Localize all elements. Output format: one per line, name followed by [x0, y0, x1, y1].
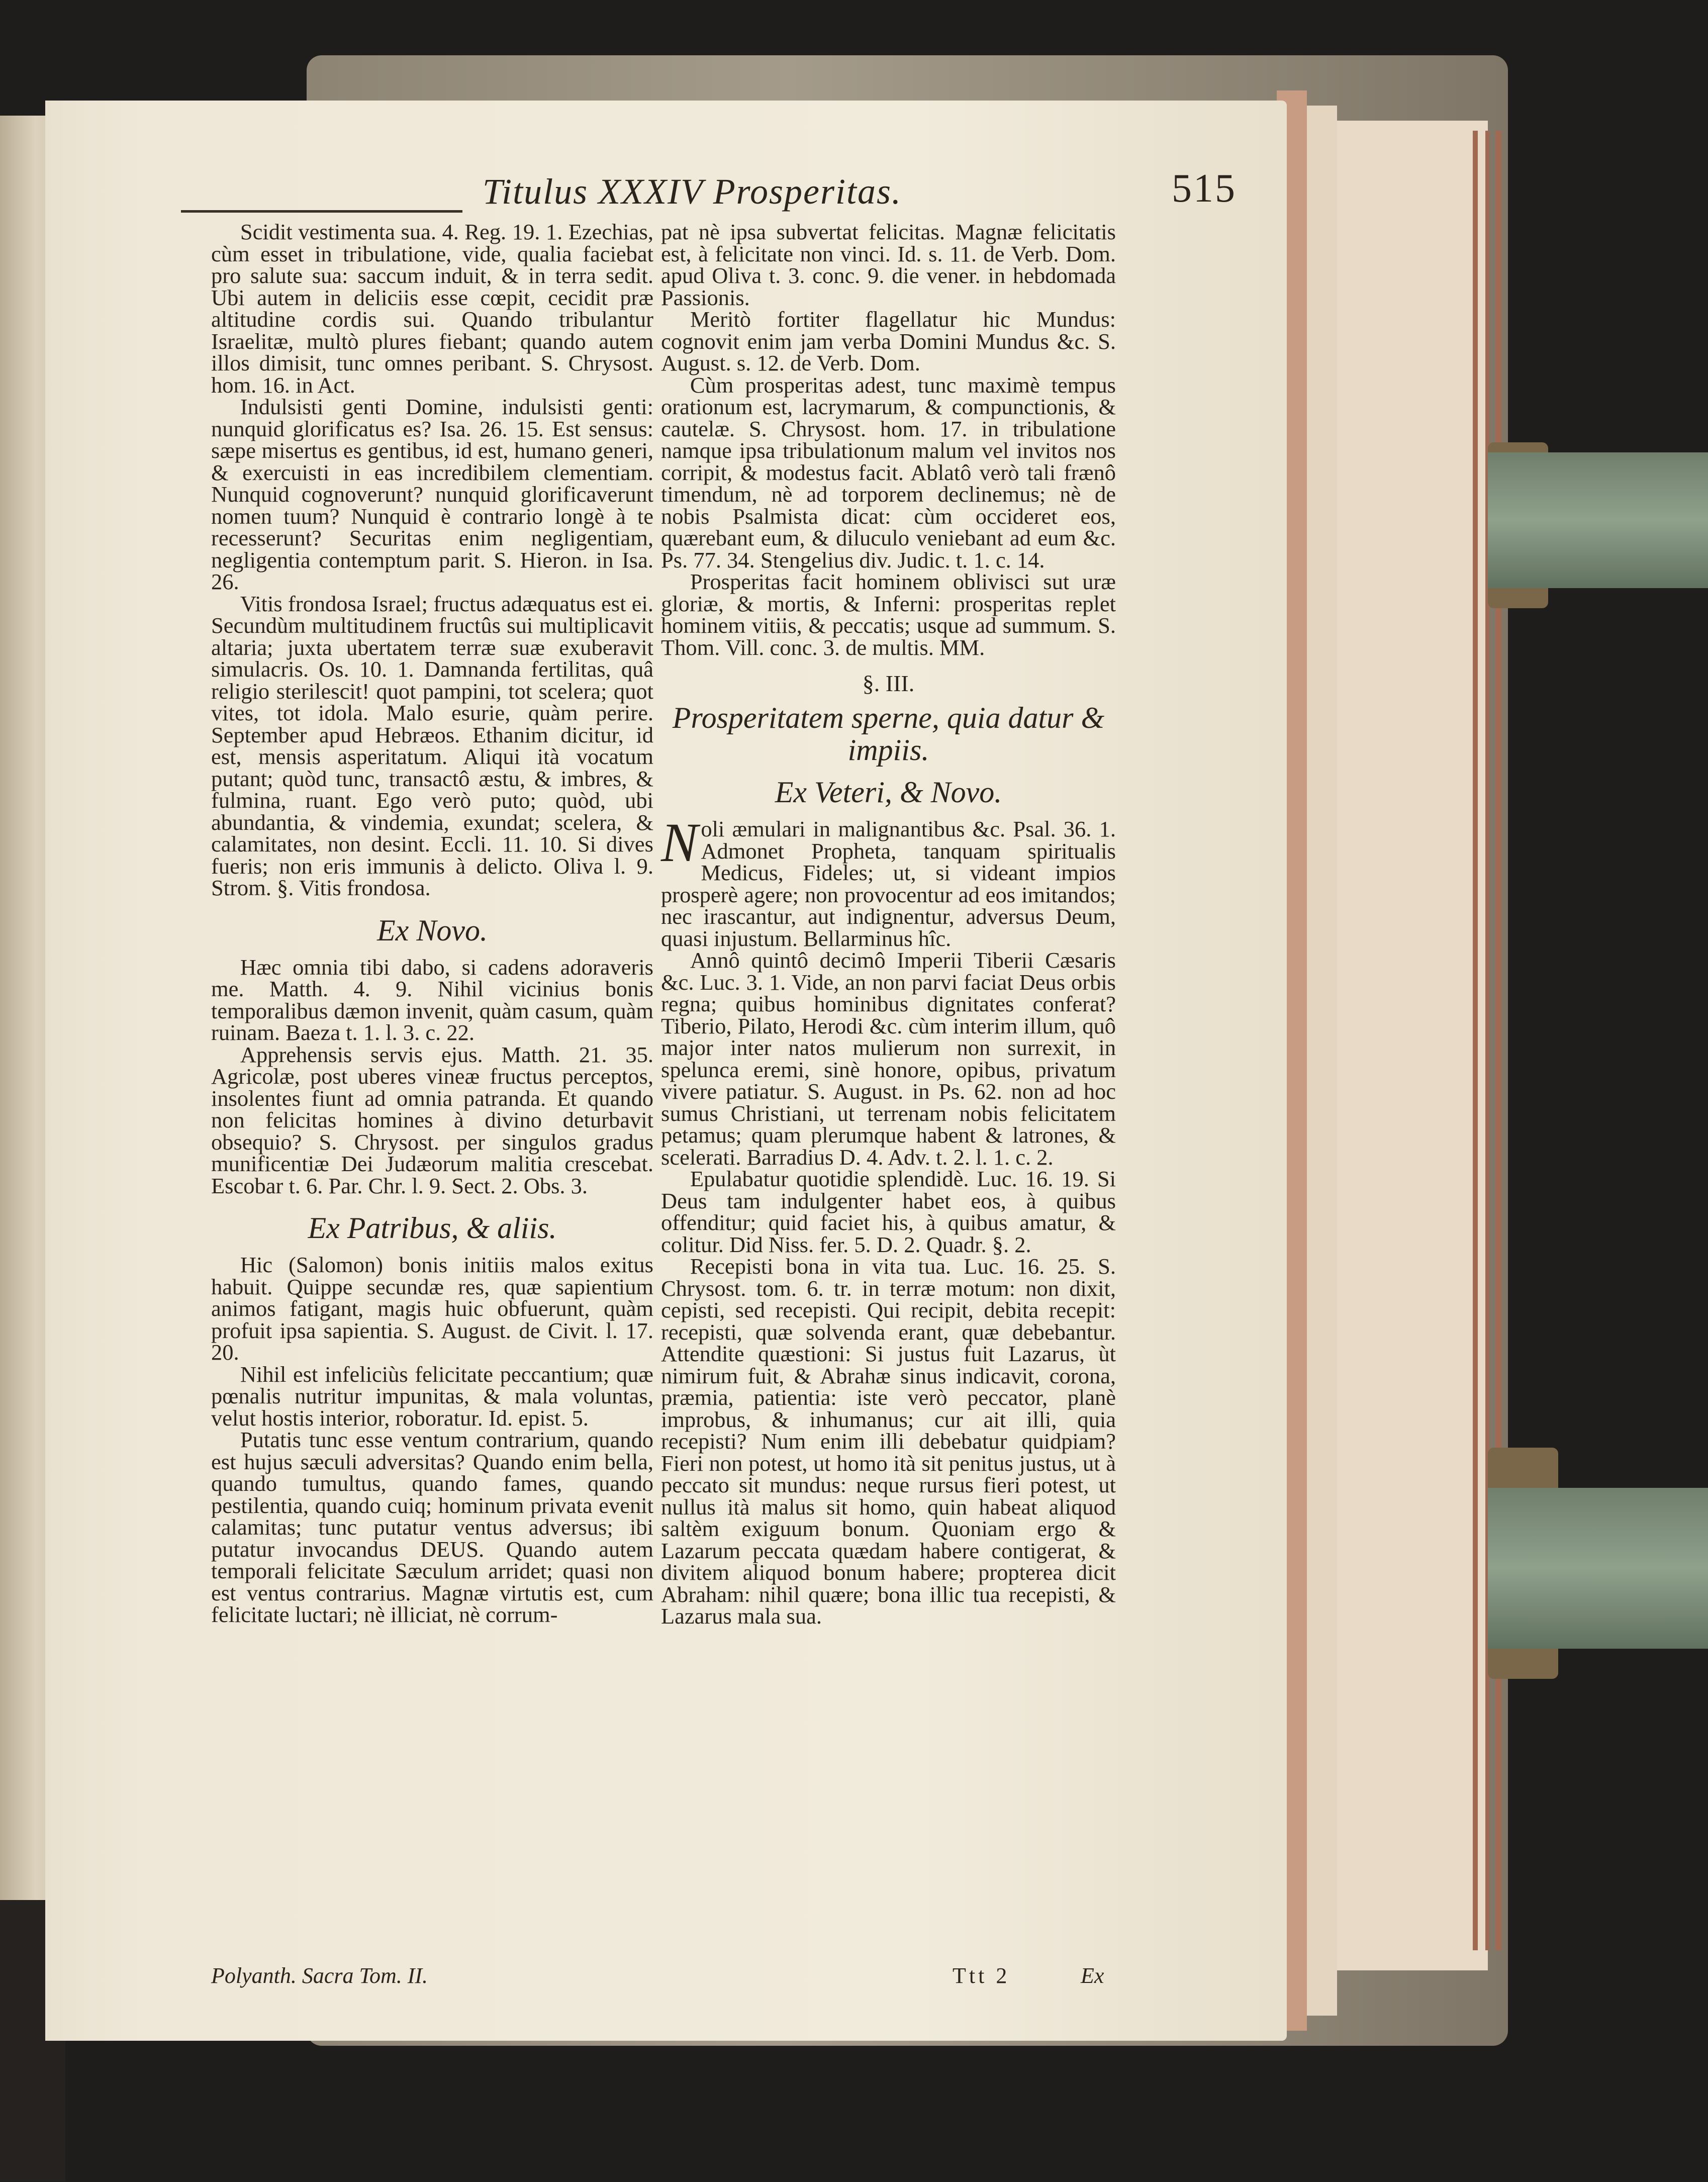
right-column — [661, 221, 1116, 1628]
left-column — [211, 221, 653, 1626]
page-number: 515 — [1172, 166, 1237, 211]
page-edge — [1485, 131, 1489, 1950]
paragraph: pat nè ipsa subvertat felicitas. Magnæ felicitatis est, à felicitate non vinci. Id. s. 11. de Verb. Dom. apud Oliva t. 3. conc. 9. die vener. in hebdomada Passionis. — [661, 219, 1116, 310]
paragraph: Cùm prosperitas adest, tunc maximè tempus orationum est, lacrymarum, & compunctionis, & cautelæ. S. Chrysost. hom. 17. in tribulatione namque ipsa tribulationum malum vel invitos nos corripit, & modestus facit. Ablatô verò tali frænô timendum, nè ad torporem declinemus; nè de nobis Psalmista dicat: cùm occideret eos, quærebant eum, & diluculo veniebant ad eum &c. Ps. 77. 34. Stengelius div. Judic. t. 1. c. 14. — [661, 372, 1116, 573]
page-stack — [1307, 106, 1337, 2016]
paragraph: Scidit vestimenta sua. 4. Reg. 19. 1. Ezechias, cùm esset in tribulatione, vide, qualia faciebat pro salute sua: saccum induit, & in terra sedit. Ubi autem in deliciis esse cœpit, cecidit præ altitudine cordis sui. Quando tribulantur Israelitæ, multò plures fiebant; quando autem illos dimisit, tunc omnes peribant. S. Chrysost. hom. 16. in Act. — [211, 219, 653, 398]
section-heading: Ex Veteri, & Novo. — [775, 776, 1002, 809]
page-stack — [1337, 121, 1488, 1970]
paragraph: Indulsisti genti Domine, indulsisti genti: nunquid glorificatus es? Isa. 26. 15. Est sensus: sæpe misertus es gentibus, id est, humano generi, & exercuisti in eas incredibilem clementiam. Nunquid cognoverunt? nunquid glorificaverunt nomen tuum? Nunquid è contrario longè à te recesserunt? Securitas enim negligentiam, negligentia contemptum parit. S. Hieron. in Isa. 26. — [211, 394, 653, 594]
signature-mark: Ttt 2 — [953, 1963, 1010, 1988]
section-title: Prosperitatem sperne, quia datur & impiis. — [672, 701, 1105, 767]
footer-title: Polyanth. Sacra Tom. II. — [211, 1963, 428, 1988]
running-title: Titulus XXXIV Prosperitas. — [483, 171, 902, 212]
paragraph: Hic (Salomon) bonis initiis malos exitus habuit. Quippe secundæ res, quæ sapientium animos fatigant, magis huic obfuerunt, quàm profuit ipsa sapientia. S. August. de Civit. l. 17. 20. — [211, 1252, 653, 1365]
paragraph: Hæc omnia tibi dabo, si cadens adoraveris me. Matth. 4. 9. Nihil vicinius bonis temporalibus dæmon invenit, quàm casum, quàm ruinam. Baeza t. 1. l. 3. c. 22. — [211, 954, 653, 1045]
paragraph: Apprehensis servis ejus. Matth. 21. 35. Agricolæ, post uberes vineæ fructus perceptos, insolentes fiunt ad omnia patranda. Et quando non felicitas homines à divino deturbavit obsequio? S. Chrysost. per singulos gradus munificentiæ Dei Judæorum malitia crescebat. Escobar t. 6. Par. Chr. l. 9. Sect. 2. Obs. 3. — [211, 1041, 653, 1198]
catchword: Ex — [1081, 1963, 1104, 1988]
drop-cap: N — [661, 812, 698, 873]
paragraph: Vitis frondosa Israel; fructus adæquatus est ei. Secundùm multitudinem fructûs sui multiplicavit altaria; juxta ubertatem terræ suæ exuberavit simulacris. Os. 10. 1. Damnanda fertilitas, quâ religio sterilescit! quot pampini, tot scelera; quot vites, tot idola. Malo esurie, quàm perire. September apud Hebræos. Ethanim dicitur, id est, mensis asperitatum. Aliqui ità vocatum putant; quòd tunc, transactô æstu, & imbres, & fulmina, ruant. Ego verò puto; quòd, ubi abundantia, & vindemia, exundat; scelera, & calamitates, non desint. Eccli. 11. 10. Si dives fueris; non eris immunis à delicto. Oliva l. 9. Strom. §. Vitis frondosa. — [211, 591, 653, 900]
header-rule — [181, 210, 462, 213]
paragraph — [661, 812, 1116, 951]
paragraph: Nihil est infeliciùs felicitate peccantium; quæ pœnalis nutritur impunitas, & mala voluntas, velut hostis interior, roboratur. Id. epist. 5. — [211, 1361, 653, 1431]
page-header — [483, 166, 1282, 226]
paragraph: Prosperitas facit hominem oblivisci sut uræ gloriæ, & mortis, & Inferni: prosperitas replet hominem vitiis, & peccatis; usque ad summum. S. Thom. Vill. conc. 3. de multis. MM. — [661, 569, 1116, 660]
section-heading: Ex Novo. — [377, 913, 488, 947]
paragraph: Recepisti bona in vita tua. Luc. 16. 25. S. Chrysost. tom. 6. tr. in terræ motum: non dixit, cepisti, sed recepisti. Qui recipit, debita recepit: recepisti, quæ solvenda erant, quæ debebantur. Attendite quæstioni: Si justus fuit Lazarus, ùt nimirum fuit, & Abrahæ sinus indicavit, corona, præmia, patientia: iste verò peccator, planè improbus, & inhumanus; cur ait illi, quia recepisti? Num enim illi debebatur quidpiam? Fieri non potest, ut homo ità sit penitus justus, ut à peccato sit mundus: neque rursus fieri potest, ut nullus ità malus sit homo, quin habeat aliquod saltèm exiguum bonum. Quoniam ergo & Lazarum peccata quædam habere contigerat, & divitem aliquod bonum habere; propterea dicit Abraham: nihil quære; bona illic tua recepisti, & Lazarus mala sua. — [661, 1254, 1116, 1629]
clasp-top — [1488, 452, 1708, 588]
paragraph: Putatis tunc esse ventum contrarium, quando est hujus sæculi adversitas? Quando enim bella, quando tumultus, quando fames, quando pestilentia, quando cuiq; hominum privata evenit calamitas; tunc putatur ventus adversus; ibi putatur invocandus DEUS. Quando autem temporali felicitate Sæculum arridet; quasi non est ventus contrarius. Magnæ virtutis est, cum felicitate luctari; nè illiciat, nè corrum- — [211, 1427, 653, 1627]
clasp-bottom — [1488, 1488, 1708, 1649]
book-page — [45, 101, 1287, 2041]
paragraph-text: oli æmulari in malignantibus &c. Psal. 36. 1. Admonet Propheta, tanquam spiritualis Medicus, Fideles; ut, si videant impios prosperè agere; non provocentur ad eos imitandos; nec irascantur, aut indignentur, adversus Deum, quasi injustum. Bellarminus hîc. — [661, 816, 1116, 951]
section-number: §. III. — [862, 671, 915, 696]
paragraph: Annô quintô decimô Imperii Tiberii Cæsaris &c. Luc. 3. 1. Vide, an non parvi faciat Deus orbis regna; quibus hominibus dignitates conferat? Tiberio, Pilato, Herodi &c. cùm interim illum, quô major inter natos mulierum non surrexit, in spelunca eremi, sinè honore, opibus, privatum vivere patiatur. S. August. in Ps. 62. non ad hoc sumus Christiani, ut terrenam nobis felicitatem petamus; quam plerumque habent & latrones, & scelerati. Barradius D. 4. Adv. t. 2. l. 1. c. 2. — [661, 947, 1116, 1170]
paragraph: Meritò fortiter flagellatur hic Mundus: cognovit enim jam verba Domini Mundus &c. S. August. s. 12. de Verb. Dom. — [661, 307, 1116, 375]
page-edge — [1473, 131, 1478, 1950]
paragraph: Epulabatur quotidie splendidè. Luc. 16. 19. Si Deus tam indulgenter habet eos, à quibus offenditur; quid faciet his, à quibus amatur, & colitur. Did Niss. fer. 5. D. 2. Quadr. §. 2. — [661, 1166, 1116, 1257]
section-heading: Ex Patribus, & aliis. — [308, 1211, 557, 1245]
